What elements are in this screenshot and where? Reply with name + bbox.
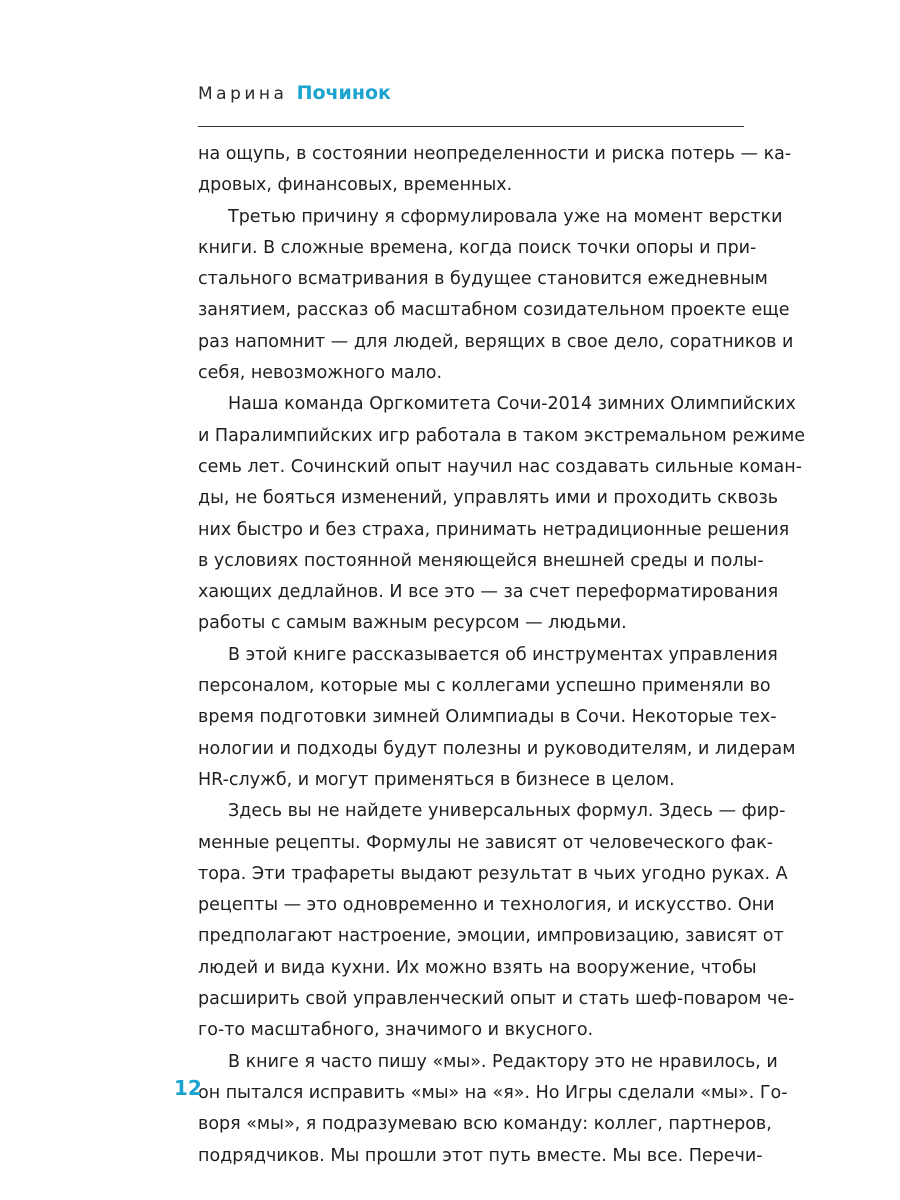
text-line: работы с самым важным ресурсом — людьми. (198, 613, 627, 634)
paragraph-first-line: В книге я часто пишу «мы». Редактору это не нравилось, и (228, 1051, 778, 1072)
author-last-name: Починок (296, 82, 391, 104)
text-line: тора. Эти трафареты выдают результат в чьих угодно руках. А (198, 863, 788, 884)
paragraph-first-line: Третью причину я сформулировала уже на момент верстки (228, 206, 783, 227)
header-divider (198, 126, 744, 127)
text-line: предполагают настроение, эмоции, импровизацию, зависят от (198, 926, 784, 947)
running-head (198, 82, 391, 110)
text-line: он пытался исправить «мы» на «я». Но Игры сделали «мы». Го- (198, 1082, 788, 1103)
text-line: на ощупь, в состоянии неопределенности и риска потерь — ка- (198, 144, 792, 164)
text-line: дровых, финансовых, временных. (198, 175, 513, 196)
paragraph-first-line: Здесь вы не найдете универсальных формул. Здесь — фир- (228, 801, 786, 822)
text-line: стального всматривания в будущее становится ежедневным (198, 269, 768, 290)
text-line: воря «мы», я подразумеваю всю команду: коллег, партнеров, (198, 1114, 772, 1135)
text-line: время подготовки зимней Олимпиады в Сочи. Некоторые тех- (198, 707, 777, 728)
text-line: менные рецепты. Формулы не зависят от человеческого фак- (198, 832, 774, 853)
text-line: хающих дедлайнов. И все это — за счет переформатирования (198, 582, 779, 603)
text-line: подрядчиков. Мы прошли этот путь вместе. Мы все. Перечи- (198, 1145, 763, 1166)
text-line: себя, невозможного мало. (198, 363, 443, 384)
text-line: в условиях постоянной меняющейся внешней среды и полы- (198, 550, 764, 571)
text-line: людей и вида кухни. Их можно взять на вооружение, чтобы (198, 957, 757, 978)
text-line: семь лет. Сочинский опыт научил нас создавать сильные коман- (198, 456, 802, 477)
text-line: расширить свой управленческий опыт и стать шеф-поваром че- (198, 989, 795, 1010)
page-number: 12 (174, 1076, 202, 1100)
text-line: книги. В сложные времена, когда поиск точки опоры и при- (198, 237, 757, 258)
text-line: ды, не бояться изменений, управлять ими и проходить сквозь (198, 488, 779, 509)
text-line: персоналом, которые мы с коллегами успешно применяли во (198, 676, 771, 697)
paragraph-first-line: Наша команда Оргкомитета Сочи-2014 зимних Олимпийских (228, 394, 796, 415)
text-line: них быстро и без страха, принимать нетрадиционные решения (198, 519, 790, 540)
text-line: рецепты — это одновременно и технология, и искусство. Они (198, 895, 775, 916)
text-line: раз напомнит — для людей, верящих в свое дело, соратников и (198, 331, 794, 352)
text-line: HR-служб, и могут применяться в бизнесе в целом. (198, 769, 675, 790)
text-line: и Паралимпийских игр работала в таком экстремальном режиме (198, 425, 806, 446)
author-first-name: Марина (198, 84, 288, 104)
paragraph-first-line: В этой книге рассказывается об инструментах управления (228, 644, 778, 665)
text-line: го-то масштабного, значимого и вкусного. (198, 1020, 594, 1041)
text-line: занятием, рассказ об масштабном созидательном проекте еще (198, 300, 790, 321)
text-line: нологии и подходы будут полезны и руководителям, и лидерам (198, 738, 796, 759)
body-text (198, 139, 806, 1172)
